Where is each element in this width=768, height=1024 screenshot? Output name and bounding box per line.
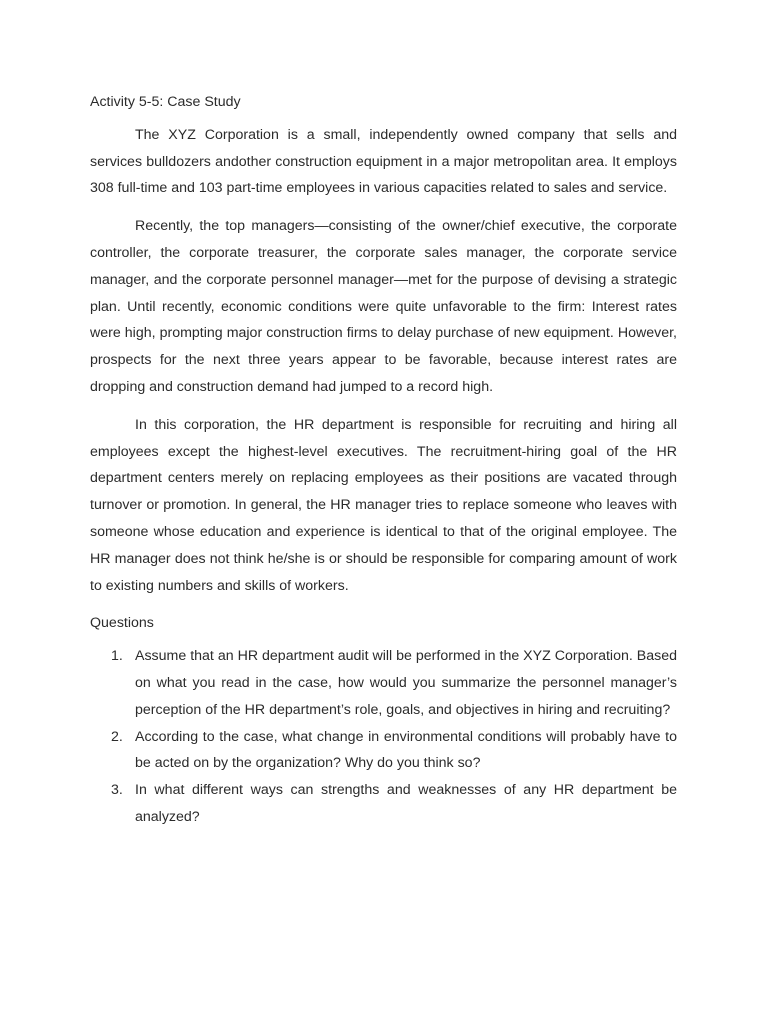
question-item bbox=[90, 777, 677, 831]
document-page bbox=[90, 89, 677, 831]
questions-heading: Questions bbox=[90, 615, 154, 632]
paragraph-intro: The XYZ Corporation is a small, independently owned company that sells and services bulldozers andother construction equipment in a major metropolitan area. It employs 308 full-time and 103 part-time employees in various capacities related to sales and service. bbox=[90, 126, 677, 197]
question-number: 3. bbox=[111, 782, 123, 799]
question-number: 2. bbox=[111, 728, 123, 745]
question-item bbox=[90, 724, 677, 778]
question-item bbox=[90, 643, 677, 723]
question-text: According to the case, what change in environmental conditions will probably have to be acted on by the organization? Why do you think so? bbox=[135, 728, 677, 772]
document-title: Activity 5-5: Case Study bbox=[90, 94, 241, 110]
question-text: In what different ways can strengths and weaknesses of any HR department be analyzed? bbox=[135, 782, 677, 825]
paragraph-hr-department: In this corporation, the HR department is responsible for recruiting and hiring all employees except the highest-level executives. The recruitment-hiring goal of the HR department centers merely on replacing employees as their positions are vacated through turnover or promotion. In general, the HR manager tries to replace someone who leaves with someone whose education and experience is identical to that of the original employee. The HR manager does not think he/she is or should be responsible for comparing amount of work to existing numbers and skills of workers. bbox=[90, 416, 677, 594]
paragraph-managers: Recently, the top managers—consisting of the owner/chief executive, the corporate controller, the corporate treasurer, the corporate sales manager, the corporate service manager, and the corporate personnel manager—met for the purpose of devising a strategic plan. Until recently, economic conditions were quite unfavorable to the firm: Interest rates were high, prompting major construction firms to delay purchase of new equipment. However, prospects for the next three years appear to be favorable, because interest rates are dropping and construction demand had jumped to a record high. bbox=[90, 218, 677, 395]
questions-list bbox=[90, 643, 677, 831]
question-number: 1. bbox=[111, 648, 123, 665]
question-text: Assume that an HR department audit will be performed in the XYZ Corporation. Based on what you read in the case, how would you summarize the personnel manager’s perception of the HR department’s role, goals, and objectives in hiring and recruiting? bbox=[135, 648, 677, 718]
